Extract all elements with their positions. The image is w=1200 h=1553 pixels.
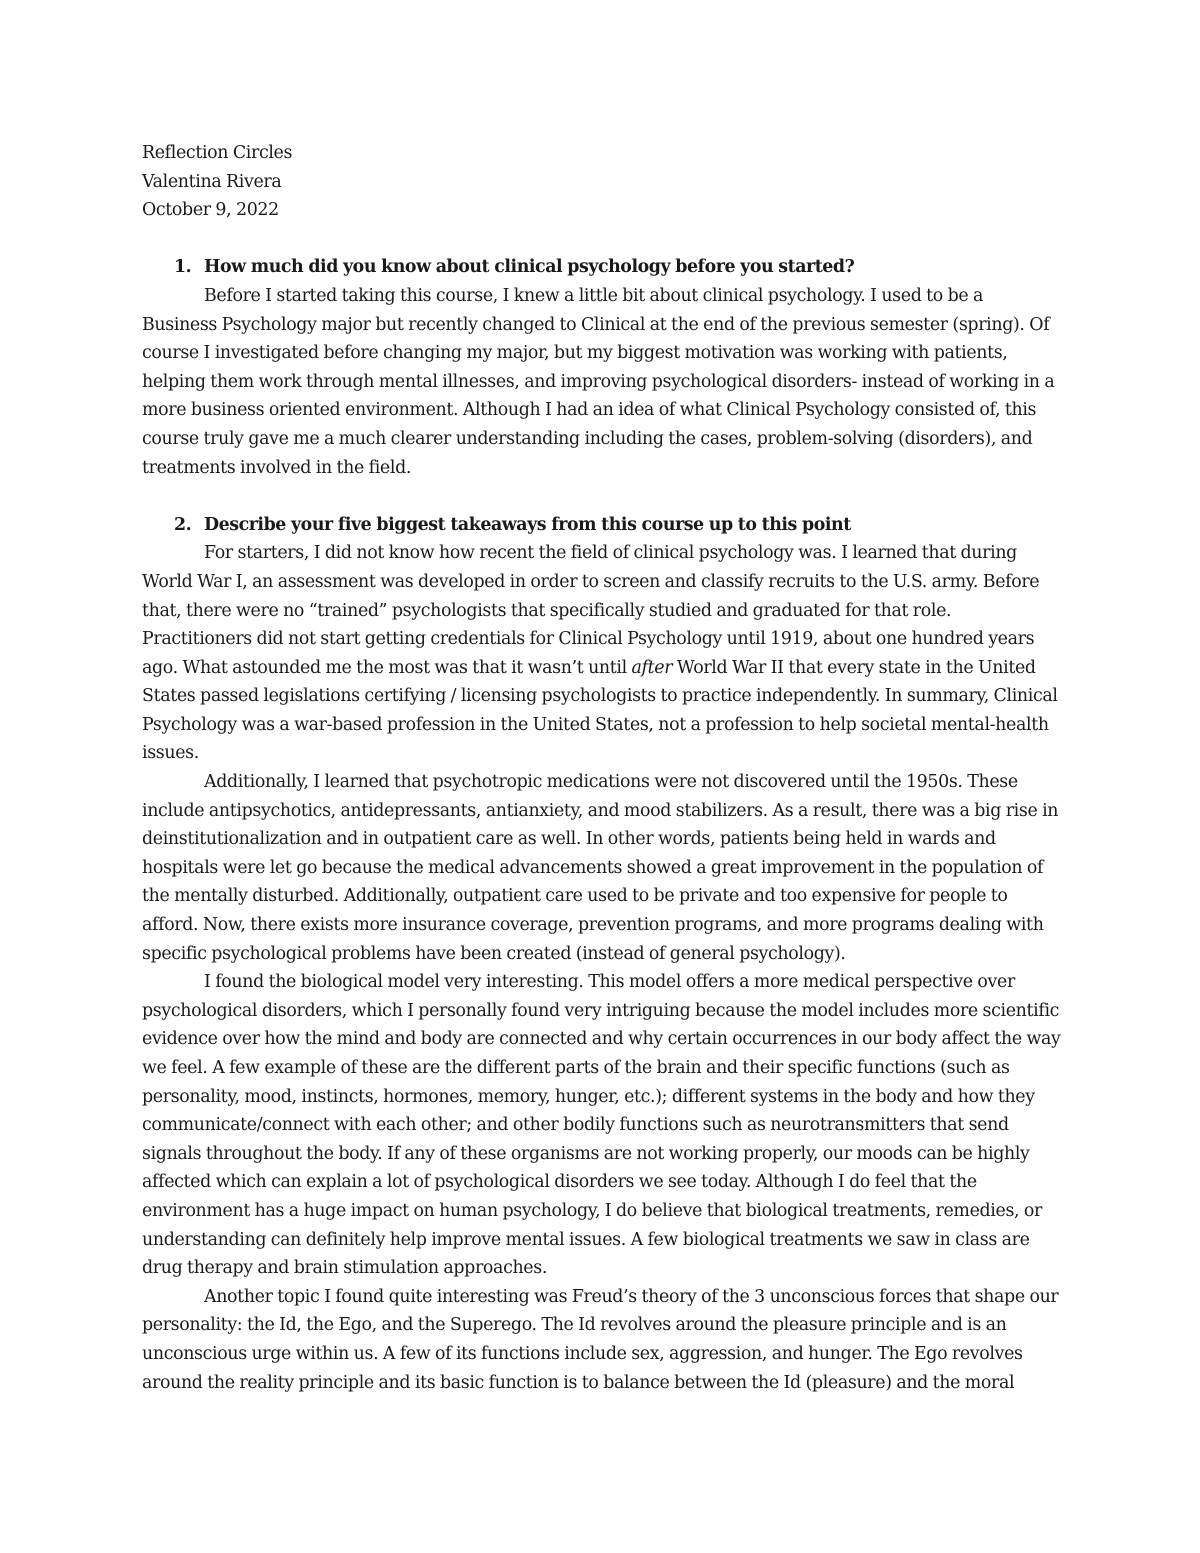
question-1-number: 1. <box>174 257 192 278</box>
answer-2-paragraph-1-part-b: World War II that every state in the United States passed legislations certifying / licensing psychologists to practice independently. In summary, Clinical Psychology was a war-based profession in the United States, not a profession to help societal mental-health issues. <box>142 657 1058 764</box>
question-2-heading <box>142 511 1062 540</box>
document-title: Reflection Circles <box>142 143 293 163</box>
question-2-text: Describe your five biggest takeaways from this course up to this point <box>204 514 851 535</box>
answer-2-paragraph-2: Additionally, I learned that psychotropic medications were not discovered until the 1950s. These include antipsychotics, antidepressants, antianxiety, and mood stabilizers. As a result, there was a big rise in deinstitutionalization and in outpatient care as well. In other words, patients being held in wards and hospitals were let go because the medical advancements showed a great improvement in the population of the mentally disturbed. Additionally, outpatient care used to be private and too expensive for people to afford. Now, there exists more insurance coverage, prevention programs, and more programs dealing with specific psychological problems have been created (instead of general psychology). <box>142 772 1059 964</box>
answer-2-paragraph-4: Another topic I found quite interesting was Freud’s theory of the 3 unconscious forces that shape our personality: the Id, the Ego, and the Superego. The Id revolves around the pleasure principle and is an unconscious urge within us. A few of its functions include sex, aggression, and hunger. The Ego revolves around the reality principle and its basic function is to balance between the Id (pleasure) and the moral <box>142 1286 1059 1393</box>
answer-2-paragraph-1 <box>142 539 1062 768</box>
answer-2-paragraph-1-part-a: For starters, I did not know how recent the field of clinical psychology was. I learned that during World War I, an assessment was developed in order to screen and classify recruits to the U.S. army. Before that, there were no “trained” psychologists that specifically studied and graduated for that role. Practitioners did not start getting credentials for Clinical Psychology until 1919, about one hundred years ago. What astounded me the most was that it wasn’t until <box>142 543 1040 678</box>
question-2-number: 2. <box>174 514 192 535</box>
answer-2-paragraph-3: I found the biological model very interesting. This model offers a more medical perspective over psychological disorders, which I personally found very intriguing because the model includes more scientific evidence over how the mind and body are connected and why certain occurrences in our body affect the way we feel. A few example of these are the different parts of the brain and their specific functions (such as personality, mood, instincts, hormones, memory, hunger, etc.); different systems in the body and how they communicate/connect with each other; and other bodily functions such as neurotransmitters that send signals throughout the body. If any of these organisms are not working properly, our moods can be highly affected which can explain a lot of psychological disorders we see today. Although I do feel that the environment has a huge impact on human psychology, I do believe that biological treatments, remedies, or understanding can definitely help improve mental issues. A few biological treatments we saw in class are drug therapy and brain stimulation approaches. <box>142 972 1061 1279</box>
question-1-heading <box>142 253 1062 282</box>
document-body <box>142 139 1062 1397</box>
answer-1-paragraph: Before I started taking this course, I knew a little bit about clinical psychology. I used to be a Business Psychology major but recently changed to Clinical at the end of the previous semester (spring). Of course I investigated before changing my major, but my biggest motivation was working with patients, helping them work through mental illnesses, and improving psychological disorders- instead of working in a more business oriented environment. Although I had an idea of what Clinical Psychology consisted of, this course truly gave me a much clearer understanding including the cases, problem-solving (disorders), and treatments involved in the field. <box>142 285 1055 478</box>
author-name: Valentina Rivera <box>142 171 282 192</box>
emphasis-after: after <box>631 657 673 678</box>
document-date: October 9, 2022 <box>142 200 279 221</box>
question-1-text: How much did you know about clinical psychology before you started? <box>204 257 855 278</box>
